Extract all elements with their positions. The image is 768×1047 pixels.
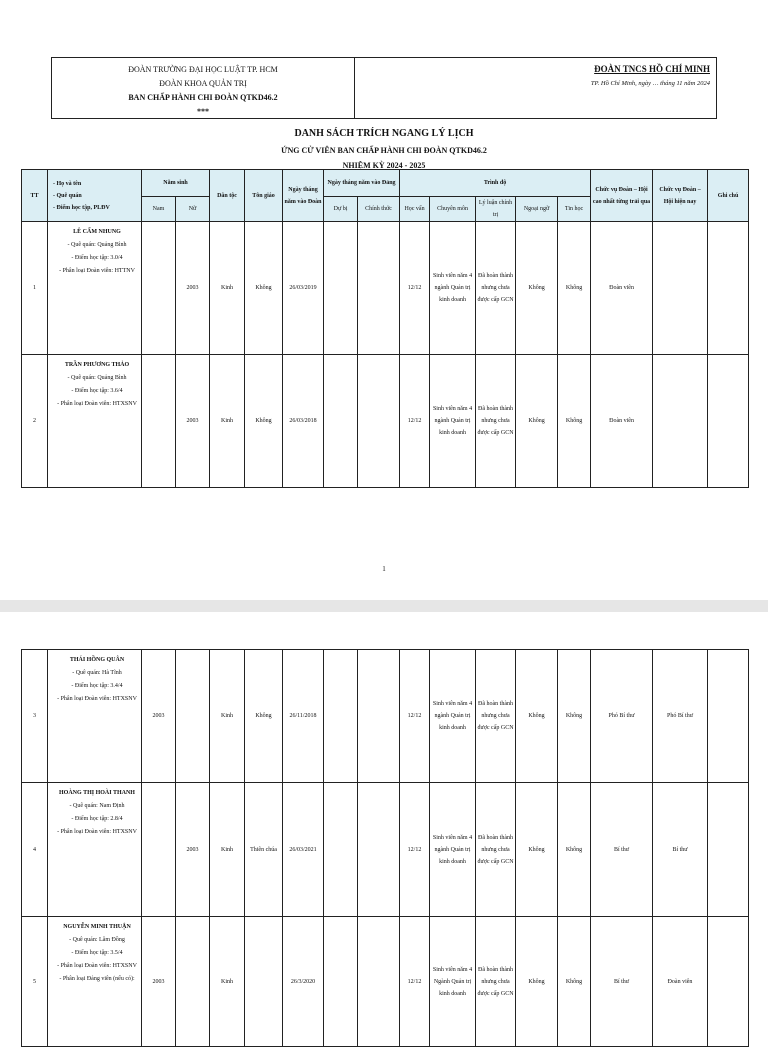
cell-union-date: 26/03/2018 — [283, 355, 324, 488]
header-info — [48, 170, 142, 222]
page-number: 1 — [382, 565, 386, 573]
cell-it: Không — [558, 222, 591, 355]
cell-it: Không — [558, 917, 591, 1047]
cell-party-provisional — [324, 650, 358, 783]
candidate-name: THÁI HỒNG QUÂN — [69, 657, 125, 663]
candidate-union-rank: - Phân loại Đoàn viên: HTXSNV — [57, 696, 137, 702]
candidate-gpa: - Điểm học tập: 3.5/4 — [71, 950, 123, 956]
document-subtitle: ỨNG CỬ VIÊN BAN CHẤP HÀNH CHI ĐOÀN QTKD46.2 — [281, 146, 487, 155]
cell-ethnic: Kinh — [210, 222, 245, 355]
cell-foreign-lang: Không — [516, 222, 558, 355]
cell-general-edu: 12/12 — [400, 355, 430, 488]
document-titles — [0, 126, 768, 172]
table-row — [22, 783, 749, 917]
cell-male — [142, 222, 176, 355]
cell-foreign-lang: Không — [516, 355, 558, 488]
candidate-name: TRẦN PHƯƠNG THẢO — [64, 362, 130, 368]
header-it: Tin học — [558, 197, 591, 222]
table-row — [22, 650, 749, 783]
cell-union-date: 26/03/2021 — [283, 783, 324, 917]
candidate-name: NGUYỄN MINH THUẬN — [63, 924, 131, 930]
cell-current-position: Bí thư — [653, 783, 708, 917]
cell-union-date: 26/03/2019 — [283, 222, 324, 355]
cell-religion: Không — [245, 650, 283, 783]
cell-info — [48, 783, 142, 917]
cell-past-position: Phó Bí thư — [591, 650, 653, 783]
cell-current-position: Phó Bí thư — [653, 650, 708, 783]
cell-political: Đã hoàn thành nhưng chưa được cấp GCN — [476, 917, 516, 1047]
cell-it: Không — [558, 650, 591, 783]
cell-ethnic: Kinh — [210, 355, 245, 488]
header-specialty: Chuyên môn — [430, 197, 476, 222]
header-party-provisional: Dự bị — [324, 197, 358, 222]
cell-party-official — [358, 650, 400, 783]
header-foreign-lang: Ngoại ngữ — [516, 197, 558, 222]
cell-specialty: Sinh viên năm 4 ngành Quản trị kinh doanh — [430, 222, 476, 355]
cell-female: 2003 — [176, 783, 210, 917]
cell-party-provisional — [324, 783, 358, 917]
header-party-official: Chính thức — [358, 197, 400, 222]
candidate-gpa: - Điểm học tập: 3.4/4 — [71, 683, 123, 689]
cell-party-provisional — [324, 222, 358, 355]
header-organization-right — [355, 58, 716, 118]
candidate-hometown: - Quê quán: Quảng Bình — [67, 375, 127, 381]
cell-specialty: Sinh viên năm 4 ngành Quản trị kinh doanh — [430, 355, 476, 488]
header-tt: TT — [22, 170, 48, 222]
cell-political: Đã hoàn thành nhưng chưa được cấp GCN — [476, 222, 516, 355]
header-past-position: Chức vụ Đoàn – Hội cao nhất từng trải qua — [591, 170, 653, 222]
cell-ethnic: Kinh — [210, 917, 245, 1047]
header-union-date: Ngày tháng năm vào Đoàn — [283, 170, 324, 222]
cell-notes — [708, 783, 749, 917]
cell-tt: 1 — [22, 222, 48, 355]
table-row — [22, 355, 749, 488]
candidate-hometown: - Quê quán: Quảng Bình — [67, 242, 127, 248]
cell-male: 2003 — [142, 650, 176, 783]
cell-male — [142, 783, 176, 917]
cell-party-official — [358, 917, 400, 1047]
cell-religion: Không — [245, 355, 283, 488]
cell-it: Không — [558, 783, 591, 917]
candidate-hometown: - Quê quán: Hà Tĩnh — [72, 670, 122, 676]
cell-info — [48, 355, 142, 488]
header-general-edu: Học vấn — [400, 197, 430, 222]
cell-tt: 4 — [22, 783, 48, 917]
header-committee: BAN CHẤP HÀNH CHI ĐOÀN QTKD46.2 — [128, 93, 278, 102]
cell-foreign-lang: Không — [516, 917, 558, 1047]
document-header — [51, 57, 717, 119]
cell-female — [176, 650, 210, 783]
cell-general-edu: 12/12 — [400, 917, 430, 1047]
cell-religion: Thiên chúa — [245, 783, 283, 917]
header-political: Lý luận chính trị — [476, 197, 516, 222]
cell-notes — [708, 355, 749, 488]
cell-specialty: Sinh viên năm 4 ngành Quản trị kinh doanh — [430, 650, 476, 783]
document-title: DANH SÁCH TRÍCH NGANG LÝ LỊCH — [294, 128, 474, 139]
header-birth-year: Năm sinh — [142, 170, 210, 197]
candidate-union-rank: - Phân loại Đoàn viên: HTTNV — [59, 268, 135, 274]
cell-info — [48, 222, 142, 355]
candidate-hometown: - Quê quán: Lâm Đồng — [69, 937, 125, 943]
cell-general-edu: 12/12 — [400, 222, 430, 355]
header-male: Nam — [142, 197, 176, 222]
candidate-name: HOÀNG THỊ HOÀI THANH — [59, 790, 135, 796]
table-row — [22, 917, 749, 1047]
cell-male: 2003 — [142, 917, 176, 1047]
candidate-table-continued — [21, 649, 749, 1047]
candidate-union-rank: - Phân loại Đoàn viên: HTXSNV — [57, 963, 137, 969]
header-organization-left — [52, 58, 355, 118]
cell-female — [176, 917, 210, 1047]
cell-past-position: Đoàn viên — [591, 355, 653, 488]
header-notes: Ghi chú — [708, 170, 749, 222]
cell-party-provisional — [324, 917, 358, 1047]
document-term: NHIỆM KỲ 2024 - 2025 — [342, 161, 426, 170]
candidate-gpa: - Điểm học tập: 3.0/4 — [71, 255, 123, 261]
header-party-date: Ngày tháng năm vào Đảng — [324, 170, 400, 197]
cell-political: Đã hoàn thành nhưng chưa được cấp GCN — [476, 355, 516, 488]
cell-ethnic: Kinh — [210, 783, 245, 917]
cell-female: 2003 — [176, 355, 210, 488]
cell-political: Đã hoàn thành nhưng chưa được cấp GCN — [476, 650, 516, 783]
cell-current-position — [653, 222, 708, 355]
candidate-gpa: - Điểm học tập: 3.6/4 — [71, 388, 123, 394]
cell-party-official — [358, 222, 400, 355]
cell-religion — [245, 917, 283, 1047]
cell-male — [142, 355, 176, 488]
header-info-name: - Họ và tên — [53, 180, 82, 187]
candidate-gpa: - Điểm học tập: 2.8/4 — [71, 816, 123, 822]
page-separator — [0, 600, 768, 612]
table-row — [22, 222, 749, 355]
candidate-hometown: - Quê quán: Nam Định — [69, 803, 125, 809]
cell-party-official — [358, 783, 400, 917]
cell-party-official — [358, 355, 400, 488]
cell-union-date: 26/11/2018 — [283, 650, 324, 783]
cell-info — [48, 917, 142, 1047]
cell-religion: Không — [245, 222, 283, 355]
candidate-party-rank: - Phân loại Đảng viên (nếu có): — [59, 976, 135, 982]
cell-notes — [708, 650, 749, 783]
header-school: ĐOÀN TRƯỜNG ĐẠI HỌC LUẬT TP. HCM — [128, 65, 278, 74]
cell-ethnic: Kinh — [210, 650, 245, 783]
cell-foreign-lang: Không — [516, 650, 558, 783]
cell-tt: 3 — [22, 650, 48, 783]
cell-past-position: Bí thư — [591, 783, 653, 917]
header-info-gpa: - Điểm học tập, PLĐV — [53, 204, 110, 211]
header-current-position: Chức vụ Đoàn – Hội hiện nay — [653, 170, 708, 222]
cell-it: Không — [558, 355, 591, 488]
cell-tt: 2 — [22, 355, 48, 488]
cell-general-edu: 12/12 — [400, 783, 430, 917]
candidate-union-rank: - Phân loại Đoàn viên: HTXSNV — [57, 401, 137, 407]
cell-general-edu: 12/12 — [400, 650, 430, 783]
cell-specialty: Sinh viên năm 4 Ngành Quản trị kinh doanh — [430, 917, 476, 1047]
candidate-table — [21, 169, 749, 488]
cell-political: Đã hoàn thành nhưng chưa được cấp GCN — [476, 783, 516, 917]
cell-female: 2003 — [176, 222, 210, 355]
cell-party-provisional — [324, 355, 358, 488]
cell-specialty: Sinh viên năm 4 ngành Quản trị kinh doanh — [430, 783, 476, 917]
cell-past-position: Đoàn viên — [591, 222, 653, 355]
header-female: Nữ — [176, 197, 210, 222]
cell-past-position: Bí thư — [591, 917, 653, 1047]
header-union-name: ĐOÀN TNCS HỒ CHÍ MINH — [594, 64, 710, 74]
cell-foreign-lang: Không — [516, 783, 558, 917]
cell-tt: 5 — [22, 917, 48, 1047]
cell-notes — [708, 222, 749, 355]
header-religion: Tôn giáo — [245, 170, 283, 222]
cell-current-position — [653, 355, 708, 488]
header-date: TP. Hồ Chí Minh, ngày … tháng 11 năm 2024 — [590, 80, 710, 87]
candidate-name: LÊ CẨM NHUNG — [73, 229, 121, 235]
cell-union-date: 26/3/2020 — [283, 917, 324, 1047]
header-info-hometown: - Quê quán — [53, 192, 82, 199]
cell-current-position: Đoàn viên — [653, 917, 708, 1047]
cell-info — [48, 650, 142, 783]
candidate-union-rank: - Phân loại Đoàn viên: HTXSNV — [57, 829, 137, 835]
header-stars: *** — [197, 107, 209, 116]
header-ethnic: Dân tộc — [210, 170, 245, 222]
cell-notes — [708, 917, 749, 1047]
header-faculty: ĐOÀN KHOA QUẢN TRỊ — [159, 79, 247, 88]
header-education: Trình độ — [400, 170, 591, 197]
